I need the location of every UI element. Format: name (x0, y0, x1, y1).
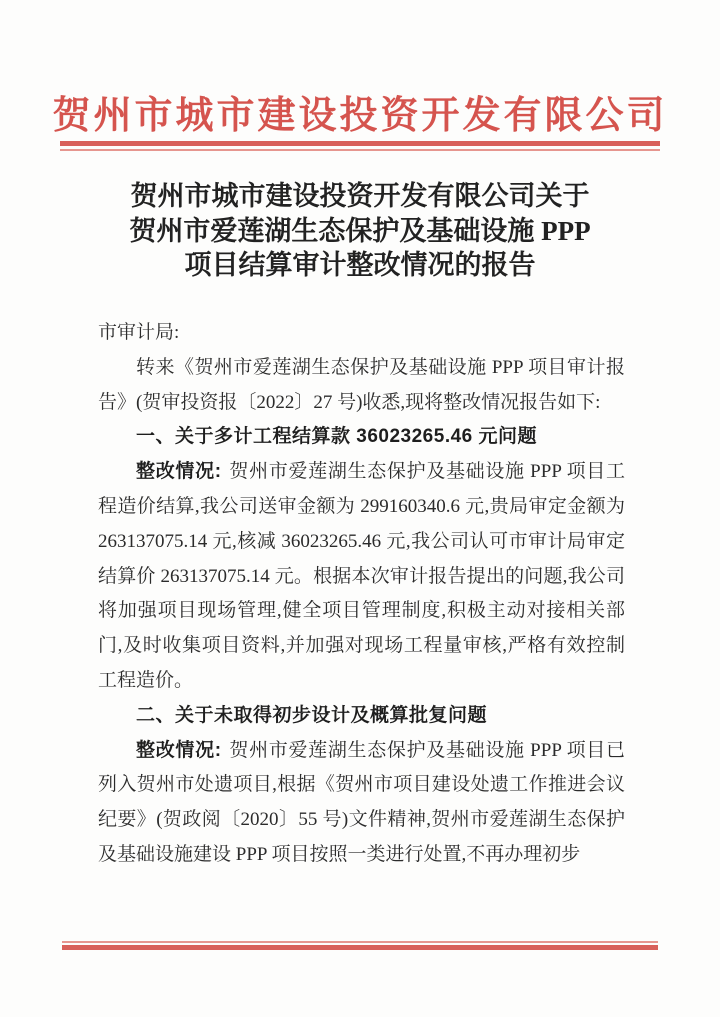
document-title-line-3: 项目结算审计整改情况的报告 (184, 250, 536, 280)
document-title-line-2: 贺州市爱莲湖生态保护及基础设施 PPP (129, 215, 591, 246)
section2-rectification-text: 贺州市爱莲湖生态保护及基础设施 PPP 项目已列入贺州市处遗项目,根据《贺州市项目建设处遗工作推进会议纪要》(贺政阅〔2020〕55 号)文件精神,贺州市爱莲湖生态保护及基础设施建设 PPP 项目按照一类进行处置,不再办理初步 (98, 739, 625, 865)
footer-double-rule (62, 941, 658, 950)
document-title-line-1: 贺州市城市建设投资开发有限公司关于 (130, 181, 590, 211)
document-title (0, 179, 720, 283)
section1-paragraph (98, 455, 625, 699)
letterhead-double-rule (60, 141, 660, 151)
section1-rectification-text: 贺州市爱莲湖生态保护及基础设施 PPP 项目工程造价结算,我公司送审金额为 299160340.6 元,贵局审定金额为 263137075.14 元,核减 36023265.46 元,我公司认可市审计局审定结算价 263137075.14 元。根据本次审计报告提出的问题,我公司将加强项目现场管理,健全项目管理制度,积极主动对接相关部门,及时收集项目资料,并加强对现场工程量审核,严格有效控制工程造价。 (98, 461, 625, 691)
salutation: 市审计局: (98, 322, 180, 343)
letterhead-org-name: 贺州市城市建设投资开发有限公司 (52, 95, 668, 137)
section1-heading: 一、关于多计工程结算款 36023265.46 元问题 (136, 426, 538, 448)
letterhead-rule-thin (60, 149, 660, 151)
section2-rectification-label: 整改情况: (136, 739, 222, 761)
section1-rectification-label: 整改情况: (136, 461, 222, 483)
intro-paragraph: 转来《贺州市爱莲湖生态保护及基础设施 PPP 项目审计报告》(贺审投资报〔2022〕27 号)收悉,现将整改情况报告如下: (98, 356, 625, 413)
footer-rule-thick (62, 945, 658, 950)
section2-paragraph (98, 734, 625, 873)
section2-heading: 二、关于未取得初步设计及概算批复问题 (136, 704, 488, 726)
document-body (98, 316, 625, 873)
